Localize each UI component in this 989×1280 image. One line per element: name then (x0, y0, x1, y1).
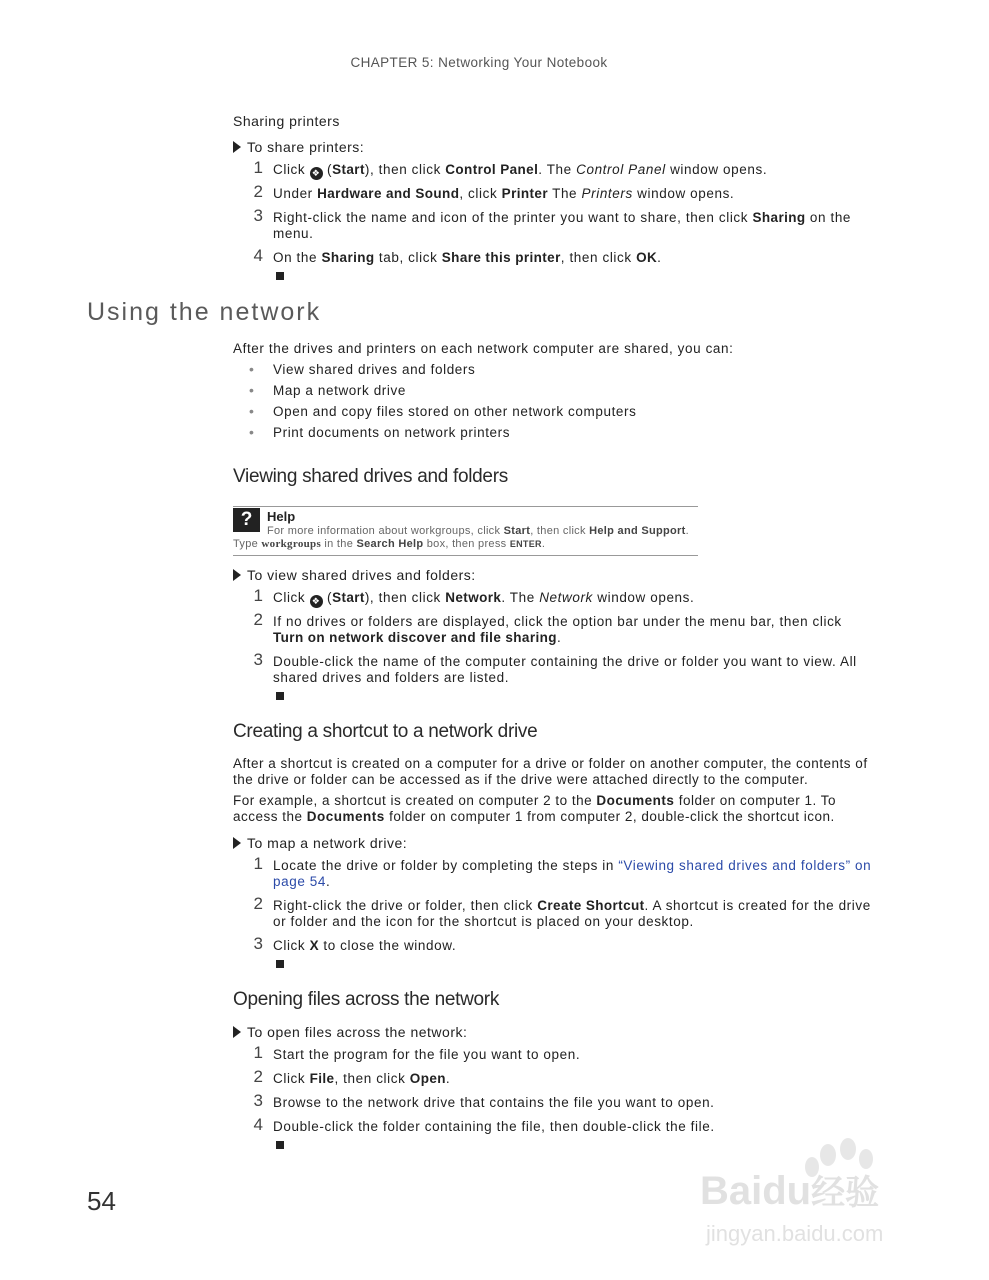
step-number: 2 (253, 1067, 263, 1086)
triangle-bullet-icon (233, 1026, 241, 1038)
step-number: 2 (253, 894, 263, 913)
step-text: Click ❖ (Start), then click Control Panel. The Control Panel window opens. (273, 162, 768, 178)
intro-text: After the drives and printers on each network computer are shared, you can: (233, 341, 734, 356)
list-item: Map a network drive (273, 383, 406, 398)
bullet-icon: • (249, 424, 254, 440)
procedure-heading (233, 835, 407, 851)
step-number: 1 (253, 854, 263, 873)
step-number: 1 (253, 158, 263, 177)
start-orb-icon: ❖ (310, 167, 323, 180)
watermark-url: jingyan.baidu.com (706, 1221, 884, 1246)
procedure-heading-text: To open files across the network: (247, 1024, 468, 1040)
step-text: Double-click the folder containing the file, then double-click the file. (273, 1119, 715, 1134)
subsection-heading: Creating a shortcut to a network drive (233, 721, 538, 742)
list-item: Open and copy files stored on other network computers (273, 404, 637, 419)
step-number: 4 (253, 246, 263, 265)
procedure-heading-text: To view shared drives and folders: (247, 567, 476, 583)
step-text: Under Hardware and Sound, click Printer The Printers window opens. (273, 186, 735, 201)
triangle-bullet-icon (233, 141, 241, 153)
section-heading: Using the network (87, 298, 322, 326)
watermark-brand: Baidu经验 (700, 1169, 880, 1213)
paragraph: For example, a shortcut is created on computer 2 to the Documents folder on computer 1. To access the Documents folder on computer 1 from computer 2, double-click the shortcut icon. (233, 793, 837, 824)
step-text: Browse to the network drive that contains the file you want to open. (273, 1095, 715, 1110)
end-of-procedure-mark (276, 692, 284, 700)
bullet-icon: • (249, 361, 254, 377)
procedure-heading-text: To share printers: (247, 139, 365, 155)
procedure-heading (233, 567, 476, 583)
step-text: Start the program for the file you want to open. (273, 1047, 581, 1062)
step-text: If no drives or folders are displayed, click the option bar under the menu bar, then click Turn on network discover and file sharing. (273, 614, 842, 645)
procedure-heading (233, 1024, 467, 1040)
step-text: On the Sharing tab, click Share this printer, then click OK. (273, 250, 662, 265)
procedure-heading (233, 139, 364, 155)
bullet-icon: • (249, 382, 254, 398)
step-number: 1 (253, 1043, 263, 1062)
list-item: Print documents on network printers (273, 425, 511, 440)
subsection-heading: Opening files across the network (233, 989, 500, 1010)
paragraph: After a shortcut is created on a computer for a drive or folder on another computer, the contents of the drive or folder can be accessed as if the drive were attached directly to the computer. (233, 756, 868, 787)
bullet-icon: • (249, 403, 254, 419)
step-number: 3 (253, 206, 263, 225)
step-number: 3 (253, 650, 263, 669)
step-text: Right-click the name and icon of the printer you want to share, then click Sharing on the menu. (273, 210, 852, 241)
baidu-watermark (700, 1135, 940, 1255)
step-text: Locate the drive or folder by completing the steps in “Viewing shared drives and folders” on page 54. (273, 858, 872, 889)
step-number: 2 (253, 182, 263, 201)
help-text: For more information about workgroups, click Start, then click Help and Support. (267, 525, 689, 537)
step-text: Click File, then click Open. (273, 1071, 451, 1086)
subsection-heading: Viewing shared drives and folders (233, 466, 508, 487)
step-number: 3 (253, 934, 263, 953)
triangle-bullet-icon (233, 569, 241, 581)
sharing-printers-title: Sharing printers (233, 113, 340, 129)
list-item: View shared drives and folders (273, 362, 476, 377)
step-number: 3 (253, 1091, 263, 1110)
help-label: Help (267, 509, 296, 524)
procedure-heading-text: To map a network drive: (247, 835, 408, 851)
end-of-procedure-mark (276, 1141, 284, 1149)
cross-reference-link[interactable]: “Viewing shared drives and folders” on page 54 (273, 858, 872, 889)
help-text: Type workgroups in the Search Help box, then press ENTER. (233, 538, 546, 550)
triangle-bullet-icon (233, 837, 241, 849)
step-text: Right-click the drive or folder, then click Create Shortcut. A shortcut is created for the drive or folder and the icon for the shortcut is placed on your desktop. (273, 898, 871, 929)
running-head: CHAPTER 5: Networking Your Notebook (350, 55, 608, 70)
help-icon: ? (233, 508, 260, 532)
step-text: Double-click the name of the computer containing the drive or folder you want to view. All shared drives and folders are listed. (273, 654, 857, 685)
end-of-procedure-mark (276, 272, 284, 280)
step-number: 1 (253, 586, 263, 605)
end-of-procedure-mark (276, 960, 284, 968)
step-text: Click ❖ (Start), then click Network. The Network window opens. (273, 590, 695, 606)
step-number: 4 (253, 1115, 263, 1134)
page-number: 54 (87, 1186, 116, 1216)
start-orb-icon: ❖ (310, 595, 323, 608)
step-number: 2 (253, 610, 263, 629)
step-text: Click X to close the window. (273, 938, 457, 953)
